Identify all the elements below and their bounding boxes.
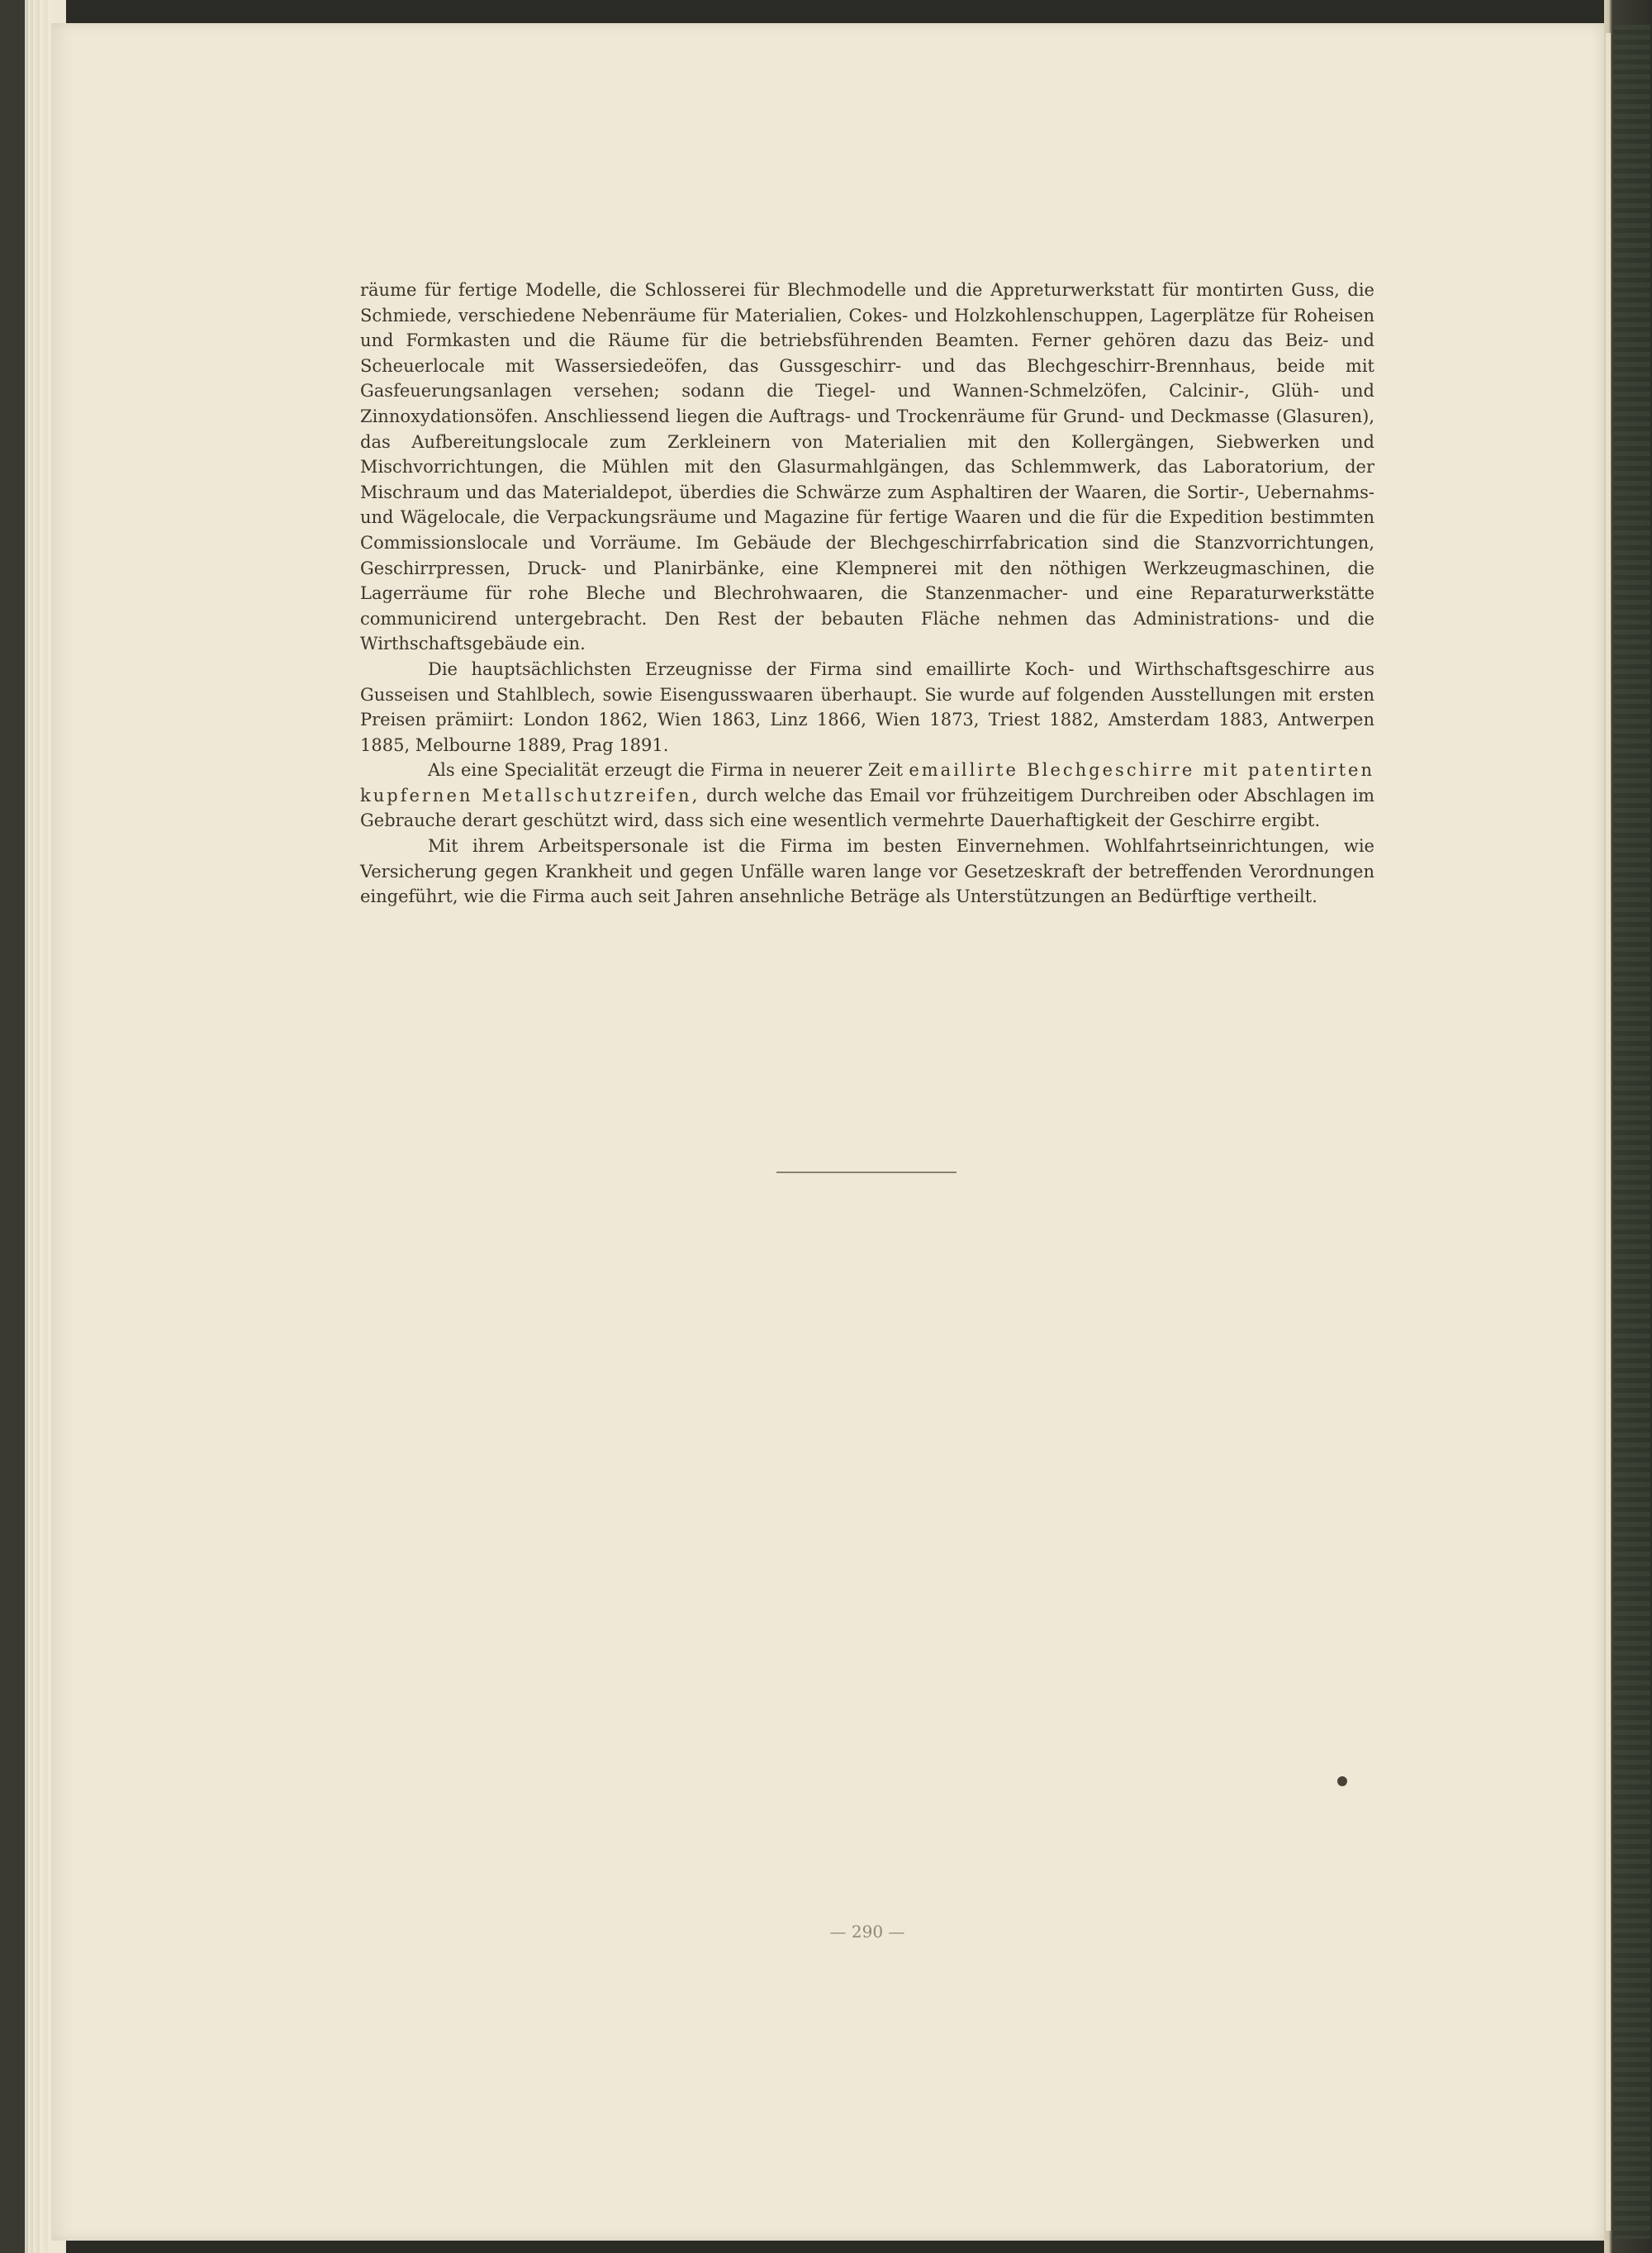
paragraph-text: Als eine Specialität erzeugt die Firma in neuerer Zeit [428, 760, 909, 781]
paragraph [360, 834, 1374, 910]
book-binding-edge [1604, 0, 1652, 2253]
section-divider-rule [776, 1172, 957, 1173]
paragraph-text: Mit ihrem Arbeitspersonale ist die Firma im besten Einvernehmen. Wohlfahrtseinrichtungen, wie Versicherung gegen Krankheit und gegen Unfälle waren lange vor Gesetzeskraft der betreffenden Verordnungen eingeführt, wie die Firma auch seit Jahren ansehnliche Beträge als Unterstützungen an Bedürftige vertheilt. [360, 836, 1374, 907]
binding-tape [1614, 25, 1650, 2239]
paragraph-text: räume für fertige Modelle, die Schlosserei für Blechmodelle und die Appreturwerkstatt für montirten Guss, die Schmiede, verschiedene Nebenräume für Materialien, Cokes- und Holzkohlenschuppen, Lagerplätze für Roheisen und Formkasten und die Räume für die betriebsführenden Beamten. Ferner gehören dazu das Beiz- und Scheuerlocale mit Wassersiedeöfen, das Gussgeschirr- und das Blechgeschirr-Brennhaus, beide mit Gasfeuerungsanlagen versehen; sodann die Tiegel- und Wannen-Schmelzöfen, Calcinir-, Glüh- und Zinnoxydationsöfen. Anschliessend liegen die Auftrags- und Trockenräume für Grund- und Deckmasse (Glasuren), das Aufbereitungslocale zum Zerkleinern von Materialien mit den Kollergängen, Siebwerken und Mischvorrichtungen, die Mühlen mit den Glasurmahlgängen, das Schlemmwerk, das Laboratorium, der Mischraum und das Materialdepot, überdies die Schwärze zum Asphaltiren der Waaren, die Sortir-, Uebernahms- und Wägelocale, die Verpackungsräume und Magazine für fertige Waaren und die für die Expedition bestimmten Commissionslocale und Vorräume. Im Gebäude der Blechgeschirrfabrication sind die Stanzvorrichtungen, Geschirrpressen, Druck- und Planirbänke, eine Klempnerei mit den nöthigen Werkzeugmaschinen, die Lagerräume für rohe Bleche und Blechrohwaaren, die Stanzenmacher- und eine Reparaturwerkstätte communicirend untergebracht. Den Rest der bebauten Fläche nehmen das Administrations- und die Wirthschaftsgebäude ein. [360, 280, 1374, 654]
paragraph [360, 758, 1374, 834]
body-text [360, 278, 1374, 910]
ink-spot [1337, 1776, 1347, 1786]
page-number: — 290 — [829, 1922, 905, 1942]
paragraph [360, 278, 1374, 657]
paragraph-text: Die hauptsächlichsten Erzeugnisse der Firma sind emaillirte Koch- und Wirthschaftsgeschirre aus Gusseisen und Stahlblech, sowie Eisengusswaaren überhaupt. Sie wurde auf folgenden Ausstellungen mit ersten Preisen prämiirt: London 1862, Wien 1863, Linz 1866, Wien 1873, Triest 1882, Amsterdam 1883, Antwerpen 1885, Melbourne 1889, Prag 1891. [360, 658, 1374, 755]
letterspaced-emphasis: emaillirte Blechgeschirre mit patentirten kupfernen Metallschutzreifen, [360, 760, 1374, 806]
next-leaf-edge [1606, 33, 1611, 2231]
paragraph-text: durch welche das Email vor frühzeitigem Durchreiben oder Abschlagen im Gebrauche derart geschützt wird, dass sich eine wesentlich vermehrte Dauerhaftigkeit der Geschirre ergibt. [360, 785, 1374, 831]
paragraph [360, 657, 1374, 758]
